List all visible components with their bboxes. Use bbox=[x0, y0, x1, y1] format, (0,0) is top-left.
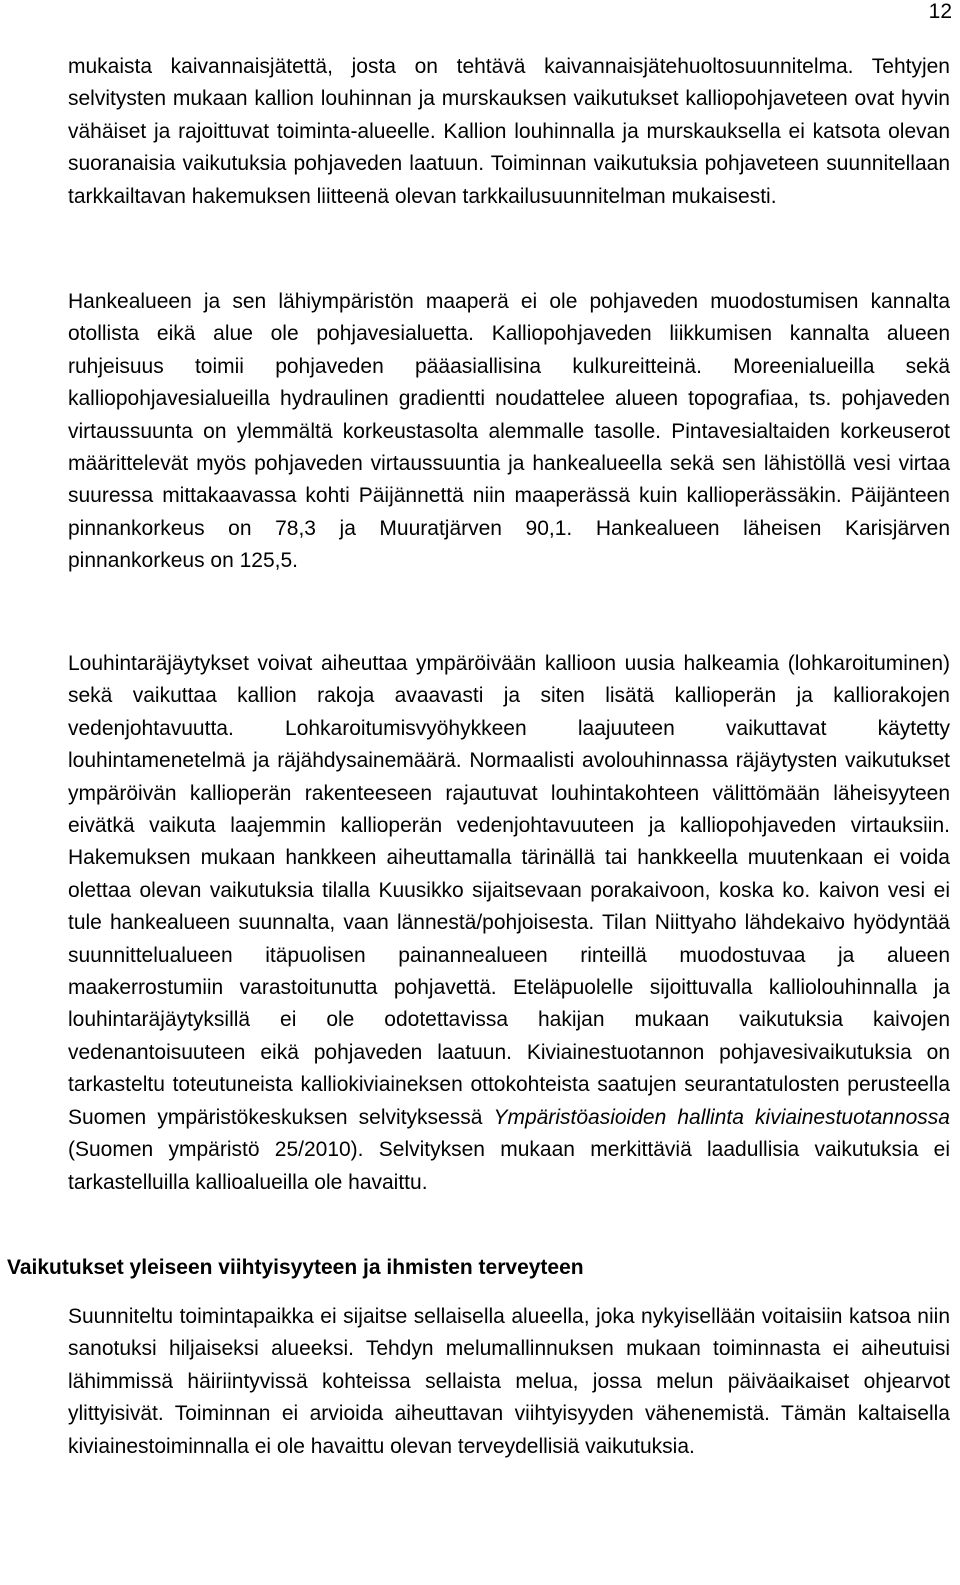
paragraph-blasting-effects bbox=[68, 648, 950, 1199]
page-number: 12 bbox=[928, 0, 952, 23]
paragraph-noise-health: Suunniteltu toimintapaikka ei sijaitse sellaisella alueella, joka nykyisellään voitaisiin katsoa niin sanotuksi hiljaiseksi alueeksi. Tehdyn melumallinnuksen mukaan toiminnasta ei aiheutuisi lähimmissä häiriintyvissä kohteissa sellaista melua, jossa melun päiväaikaiset ohjearvot ylittyisivät. Toiminnan ei arvioida aiheuttavan viihtyisyyden vähenemistä. Tämän kaltaisella kiviainestoiminnalla ei ole havaittu olevan terveydellisiä vaikutuksia. bbox=[68, 1305, 950, 1458]
paragraph-soil-and-flow: Hankealueen ja sen lähiympäristön maaperä ei ole pohjaveden muodostumisen kannalta otollista eikä alue ole pohjavesialuetta. Kalliopohjaveden liikkumisen kannalta alueen ruhjeisuus toimii pohjaveden pääasiallisina kulkureitteinä. Moreenialueilla sekä kalliopohjavesialueilla hydraulinen gradientti noudattelee alueen topografiaa, ts. pohjaveden virtaussuunta on ylemmältä korkeustasolta alemmalle tasolle. Pintavesialtaiden korkeuserot määrittelevät myös pohjaveden virtaussuuntia ja hankealueella sekä sen lähistöllä vesi virtaa suuressa mittakaavassa kohti Päijännettä niin maaperässä kuin kallioperässäkin. Päijänteen pinnankorkeus on 78,3 ja Muuratjärven 90,1. Hankealueen läheisen Karisjärven pinnankorkeus on 125,5. bbox=[68, 290, 950, 573]
paragraph-text-part: Louhintaräjäytykset voivat aiheuttaa ympäröivään kallioon uusia halkeamia (lohkaroituminen) sekä vaikuttaa kallion rakoja avaavasti ja siten lisätä kallioperän ja kalliorakojen vedenjohtavuutta. Lohkaroitumisvyöhykkeen laajuuteen vaikuttavat käytetty louhintamenetelmä ja räjähdysainemäärä. Normaalisti avolouhinnassa räjäytysten vaikutukset ympäröivän kallioperän rakenteeseen rajautuvat louhintakohteen välittömään läheisyyteen eivätkä vaikuta laajemmin kallioperän vedenjohtavuuteen ja kalliopohjaveden virtauksiin. Hakemuksen mukaan hankkeen aiheuttamalla tärinällä tai hankkeella muutenkaan ei voida olettaa olevan vaikutuksia tilalla Kuusikko sijaitsevaan porakaivoon, koska ko. kaivon vesi ei tule hankealueen suunnalta, vaan lännestä/pohjoisesta. Tilan Niittyaho lähdekaivo hyödyntää suunnittelualueen itäpuolisen painannealueen rinteillä muodostuvaa ja alueen maakerrostumiin varastoitunutta pohjavettä. Eteläpuolelle sijoittuvalla kalliolouhinnalla ja louhintaräjäytyksillä ei ole odotettavissa hakijan mukaan vaikutuksia kaivojen vedenantoisuuteen eikä pohjaveden laatuun. Kiviainestuotannon pohjavesivaikutuksia on tarkasteltu toteutuneista kalliokiviaineksen ottokohteista saatujen seurantatulosten perusteella Suomen ympäristökeskuksen selvityksessä bbox=[68, 652, 950, 1129]
publication-title: Ympäristöasioiden hallinta kiviainestuotannossa bbox=[493, 1105, 950, 1129]
section-heading: Vaikutukset yleiseen viihtyisyyteen ja ihmisten terveyteen bbox=[7, 1256, 584, 1279]
paragraph-groundwater-impact: mukaista kaivannaisjätettä, josta on tehtävä kaivannaisjätehuoltosuunnitelma. Tehtyjen selvitysten mukaan kallion louhinnan ja murskauksen vaikutukset kalliopohjaveteen ovat hyvin vähäiset ja rajoittuvat toiminta-alueelle. Kallion louhinnalla ja murskauksella ei katsota olevan suoranaisia vaikutuksia pohjaveden laatuun. Toiminnan vaikutuksia pohjaveteen suunnitellaan tarkkailtavan hakemuksen liitteenä olevan tarkkailusuunnitelman mukaisesti. bbox=[68, 55, 950, 208]
paragraph-text-part: (Suomen ympäristö 25/2010). Selvityksen mukaan merkittäviä laadullisia vaikutuksia ei tarkastelluilla kallioalueilla ole havaittu. bbox=[68, 1138, 950, 1194]
